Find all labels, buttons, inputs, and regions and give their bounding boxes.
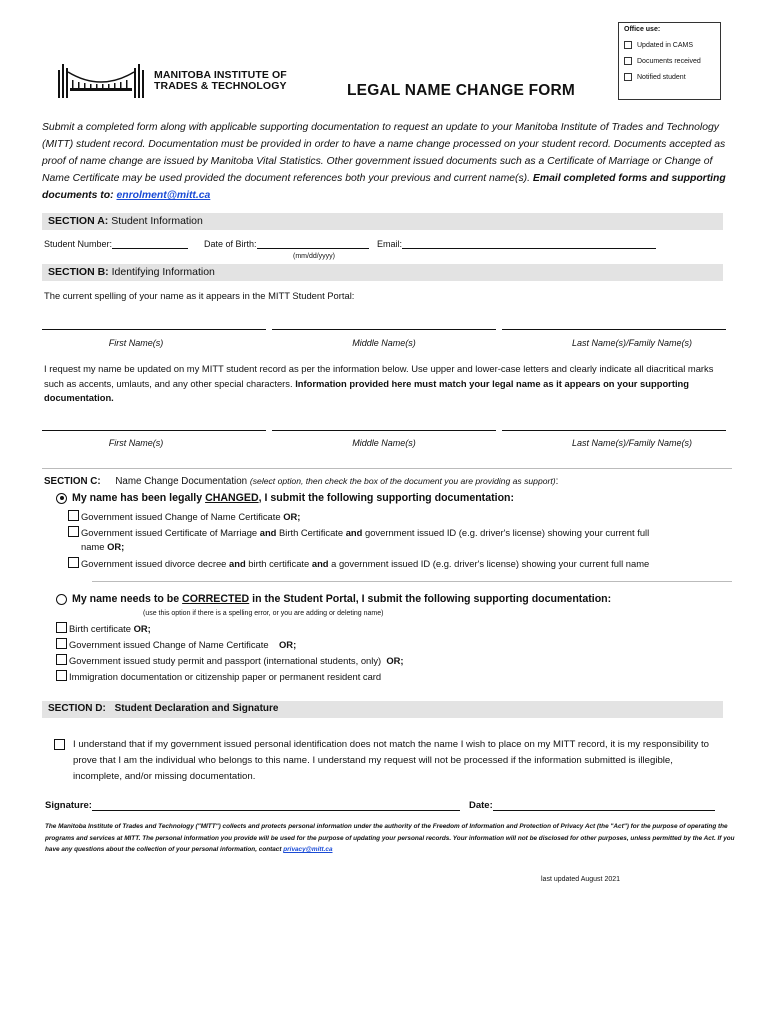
- changed-item-1[interactable]: [68, 510, 300, 524]
- first-name-label: First Name(s): [108, 438, 164, 448]
- current-last-name-input[interactable]: [502, 329, 726, 330]
- office-item-docs[interactable]: [624, 57, 715, 65]
- section-c-separator: [42, 468, 732, 469]
- office-item-label: Updated in CAMS: [637, 41, 694, 49]
- corrected-item-1-label: Birth certificate OR;: [69, 623, 151, 634]
- enrolment-email-link[interactable]: enrolment@mitt.ca: [116, 190, 211, 201]
- email-label: Email:: [377, 239, 403, 249]
- corrected-note: (use this option if there is a spelling error, or you are adding or deleting name): [143, 610, 384, 617]
- option-corrected-label: My name needs to be CORRECTED in the Student Portal, I submit the following supporting documentation:: [72, 593, 612, 605]
- current-middle-name-input[interactable]: [272, 329, 496, 330]
- new-name-labels: [42, 438, 726, 448]
- checkbox[interactable]: [56, 622, 67, 633]
- section-d-label: SECTION D:: [48, 703, 106, 714]
- changed-item-3-label: Government issued divorce decree and birth certificate and a government issued ID (e.g. driver's license) showing your current full name: [81, 558, 650, 569]
- declaration-checkbox[interactable]: [54, 739, 65, 750]
- privacy-email-link[interactable]: privacy@mitt.ca: [283, 846, 333, 853]
- radio-changed[interactable]: [56, 493, 67, 504]
- signature-field[interactable]: [45, 800, 460, 811]
- dob-label: Date of Birth:: [204, 239, 257, 249]
- email-field[interactable]: [377, 239, 656, 249]
- checkbox[interactable]: [56, 638, 67, 649]
- section-a-header: [42, 213, 723, 230]
- request-text: I request my name be updated on my MITT student record as per the information below. Use upper and lower-case letters and clearly indicate all diacritical marks such as accents, umlauts, and any other special characters.: [44, 363, 714, 389]
- checkbox[interactable]: [68, 557, 79, 568]
- section-d-header: [42, 701, 723, 718]
- request-bold-text: Information provided here must match your legal name as it appears on your supporting documentation.: [44, 377, 690, 403]
- declaration-text: I understand that if my government issued personal identification does not match the name I wish to place on my MITT record, it is my responsibility to prove that I am the individual who belongs to this name. I understand my request will not be processed if the information submitted is illegible, incomplete, and/or missing documentation.: [73, 739, 709, 782]
- changed-item-3[interactable]: [68, 557, 728, 571]
- request-paragraph: [44, 362, 734, 406]
- office-item-cams[interactable]: [624, 41, 715, 49]
- mitt-logo: [56, 62, 287, 100]
- corrected-item-3-label: Government issued study permit and passport (international students, only) OR;: [69, 655, 404, 666]
- signature-input[interactable]: [92, 801, 460, 811]
- checkbox[interactable]: [56, 670, 67, 681]
- signature-label: Signature:: [45, 800, 92, 811]
- section-c-hint: (select option, then check the box of the document you are providing as support): [249, 476, 556, 486]
- student-number-label: Student Number:: [44, 239, 113, 249]
- first-name-label: First Name(s): [108, 338, 164, 348]
- email-prompt: Email completed forms and supporting documents to:: [42, 173, 726, 201]
- date-field[interactable]: [469, 800, 715, 811]
- current-first-name-input[interactable]: [42, 329, 266, 330]
- logo-line-2: TRADES & TECHNOLOGY: [154, 80, 287, 92]
- corrected-item-4[interactable]: [56, 670, 381, 684]
- corrected-item-4-label: Immigration documentation or citizenship paper or permanent resident card: [69, 671, 382, 682]
- current-name-labels: [42, 338, 726, 348]
- corrected-item-2[interactable]: [56, 638, 296, 652]
- date-label: Date:: [469, 800, 493, 811]
- last-name-label: Last Name(s)/Family Name(s): [571, 338, 692, 348]
- date-input[interactable]: [493, 801, 715, 811]
- dob-format: (mm/dd/yyyy): [293, 253, 335, 260]
- corrected-item-2-label: Government issued Change of Name Certificate OR;: [69, 639, 297, 650]
- changed-item-1-label: Government issued Change of Name Certificate OR;: [81, 511, 301, 522]
- current-name-prompt: The current spelling of your name as it appears in the MITT Student Portal:: [44, 290, 355, 301]
- changed-item-2-label: Government issued Certificate of Marriage and Birth Certificate and government issued ID (e.g. driver's license) showing your current full name OR;: [81, 527, 650, 552]
- checkbox[interactable]: [68, 526, 79, 537]
- office-use-box: [618, 22, 721, 100]
- checkbox[interactable]: [624, 57, 632, 65]
- radio-corrected[interactable]: [56, 594, 67, 605]
- student-number-input[interactable]: [112, 239, 188, 249]
- checkbox[interactable]: [68, 510, 79, 521]
- section-c-label: SECTION C:: [44, 476, 101, 487]
- student-number-field[interactable]: [44, 239, 188, 249]
- middle-name-label: Middle Name(s): [352, 338, 416, 348]
- option-changed-label: My name has been legally CHANGED, I submit the following supporting documentation:: [72, 492, 515, 504]
- logo-line-1: MANITOBA INSTITUTE OF: [154, 69, 287, 81]
- section-c-title: Name Change Documentation: [115, 476, 248, 487]
- corrected-item-3[interactable]: [56, 654, 404, 668]
- changed-item-2[interactable]: [68, 526, 728, 554]
- office-item-label: Documents received: [637, 57, 701, 65]
- section-b-header: [42, 264, 723, 281]
- section-b-title: Identifying Information: [111, 266, 215, 278]
- checkbox[interactable]: [624, 73, 632, 81]
- new-last-name-input[interactable]: [502, 430, 726, 431]
- new-first-name-input[interactable]: [42, 430, 266, 431]
- checkbox[interactable]: [56, 654, 67, 665]
- option-changed[interactable]: [56, 492, 514, 504]
- new-name-lines[interactable]: [42, 430, 726, 431]
- intro-paragraph: [42, 119, 732, 204]
- office-use-title: Office use:: [624, 26, 661, 33]
- section-a-title: Student Information: [111, 215, 203, 227]
- office-item-label: Notified student: [637, 73, 686, 81]
- dob-field[interactable]: [204, 239, 369, 249]
- email-input[interactable]: [402, 239, 656, 249]
- section-d-title: Student Declaration and Signature: [114, 703, 279, 714]
- current-name-lines[interactable]: [42, 329, 726, 330]
- section-a-label: SECTION A:: [48, 215, 109, 227]
- section-c-header: SECTION C: Name Change Documentation (select option, then check the box of the document you are providing as support):: [44, 476, 559, 487]
- section-b-label: SECTION B:: [48, 266, 109, 278]
- form-title: LEGAL NAME CHANGE FORM: [347, 82, 575, 99]
- corrected-item-1[interactable]: [56, 622, 151, 636]
- intro-text: Submit a completed form along with applicable supporting documentation to request an update to your Manitoba Institute of Trades and Technology (MITT) student record. Documentation must be provided in order to have a name change processed on your student record. Documents accepted as proof of name change are issued by Manitoba Vital Statistics. Other government issued documents such as a Certificate of Marriage or Change of Name Certificate may be used provided the document references both your previous and current name(s).: [42, 122, 726, 184]
- declaration-item[interactable]: [54, 737, 724, 785]
- bridge-logo-icon: [56, 62, 148, 100]
- checkbox[interactable]: [624, 41, 632, 49]
- office-item-notified[interactable]: [624, 73, 715, 81]
- middle-name-label: Middle Name(s): [352, 438, 416, 448]
- privacy-text: The Manitoba Institute of Trades and Technology ("MITT") collects and protects personal information under the authority of the Freedom of Information and Protection of Privacy Act (the "Act") for the purpose of operating the programs and services at MITT. The personal information you provide will be used for the purpose of updating your personal records. Your information will not be disclosed for other purposes, unless permitted by the Act. If you have any questions about the collection of your personal information, contact: [45, 823, 735, 853]
- new-middle-name-input[interactable]: [272, 430, 496, 431]
- privacy-notice: [45, 821, 735, 856]
- option-separator: [92, 581, 732, 582]
- logo-text: [154, 70, 287, 92]
- last-updated: last updated August 2021: [541, 876, 621, 883]
- option-corrected[interactable]: [56, 593, 611, 605]
- dob-input[interactable]: [257, 239, 369, 249]
- last-name-label: Last Name(s)/Family Name(s): [571, 438, 692, 448]
